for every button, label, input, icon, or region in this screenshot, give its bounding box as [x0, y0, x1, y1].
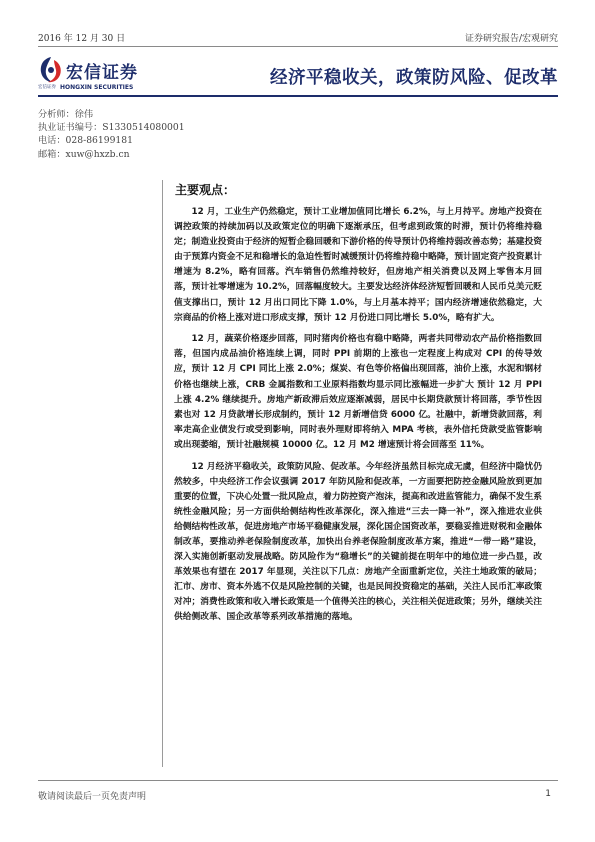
logo-name-en: HONGXIN SECURITIES [60, 84, 134, 91]
analyst-email: 邮箱：xuw@hxzb.cn [38, 148, 130, 160]
sidebar-divider [162, 180, 163, 767]
paragraph-prices-credit: 12 月，蔬菜价格逐步回落，同时猪肉价格也有稳中略降，两者共同带动农产品价格指数回落，但国内成品油价格连续上调，同时 PPI 前期的上涨也一定程度上构成对 CPI 的传导效应，预计 12 月 CPI 同比上涨 2.0%；煤炭、有色等价格偏出现回落，油价上涨，水泥和钢材价格也继续上涨，CRB 金属指数和工业原料指数均显示同比涨幅进一步扩大 预计 12 月 PPI 上涨 4.2% 继续提升。房地产新政滞后效应逐渐减弱，居民中长期贷款预计将回落，季节性因素也对 12 月贷款增长形成制约，预计 12 月新增信贷 6000 亿。社融中，新增贷款回落，利率走高企业债发行或受到影响，同时表外理财即将纳入 MPA 考核，表外信托贷款受监管影响或出现萎缩，预计社融规模 10000 亿。12 月 M2 增速预计将会回落至 11%。 [174, 334, 542, 450]
logo-name-cn-small: 宏信证券 [38, 85, 56, 90]
report-title: 经济平稳收关，政策防风险、促改革 [270, 68, 558, 88]
paragraph-industry: 12 月，工业生产仍然稳定，预计工业增加值同比增长 6.2%，与上月持平。房地产投资在调控政策的持续加码以及政策定位的明确下逐渐承压，但考虑到政策的时滞，预计仍将维持稳定；制造业投资由于经济的短暂企稳回暖和下游价格的传导预计仍将维持弱改善态势；基建投资由于预算内资金不足和稳增长的急迫性暂时减缓预计仍将维持稳中略降，预计固定资产投资累计增速为 8.2%，略有回落。汽车销售仍然维持较好，但房地产相关消费以及网上零售本月回落，预计社零增速为 10.2%，回落幅度较大。主要发达经济体经济短暂回暖和人民币兑美元贬值支撑出口，预计 12 月出口同比下降 1.0%，与上月基本持平；国内经济增速依然稳定，大宗商品的价格上涨对进口形成支撑，预计 12 月份进口同比增长 5.0%，略有扩大。 [174, 207, 542, 323]
report-date: 2016 年 12 月 30 日 [38, 34, 126, 44]
footer-divider [38, 780, 558, 781]
page-number: 1 [545, 789, 551, 799]
report-type: 证券研究报告/宏观研究 [464, 34, 558, 44]
analyst-license: 执业证书编号：S1330514080001 [38, 122, 185, 134]
header-divider [38, 46, 558, 47]
analyst-phone: 电话：028-86199181 [38, 135, 133, 147]
section-title: 主要观点： [175, 183, 236, 197]
analyst-name: 分析师：徐伟 [38, 109, 94, 120]
main-body [174, 205, 542, 632]
analyst-info [38, 108, 185, 161]
company-logo [38, 55, 163, 95]
header-bar [38, 31, 558, 45]
disclaimer-note: 敬请阅读最后一页免责声明 [38, 792, 147, 802]
logo-name-cn: 宏信证券 [66, 63, 138, 83]
title-divider [38, 95, 558, 97]
paragraph-policy: 12 月经济平稳收关，政策防风险、促改革。今年经济虽然目标完成无虞，但经济中隐忧仍然较多，中央经济工作会议强调 2017 年防风险和促改革，一方面要把防控金融风险放到更加重要的位置，下决心处置一批风险点，着力防控资产泡沫，提高和改进监管能力，确保不发生系统性金融风险；另一方面供给侧结构性改革深化，深入推进“三去一降一补”，深入推进农业供给侧结构性改革，促进房地产市场平稳健康发展，深化国企国资改革，要稳妥推进财税和金融体制改革，要推动养老保险制度改革，加快出台养老保险制度改革方案，推进“一带一路”建设，深入实施创新驱动发展战略。防风险作为“稳增长”的关键前提在明年中的地位进一步凸显，改革效果也有望在 2017 年显现，关注以下几点：房地产全面重新定位，关注土地政策的破局；汇市、房市、资本外逃不仅是风险控制的关键，也是民间投资稳定的基础，关注人民币汇率政策对冲；消费性政策和收入增长政策是一个值得关注的核心，关注相关促进政策；另外，继续关注供给侧改革、国企改革等系列改革措施的落地。 [174, 461, 542, 623]
